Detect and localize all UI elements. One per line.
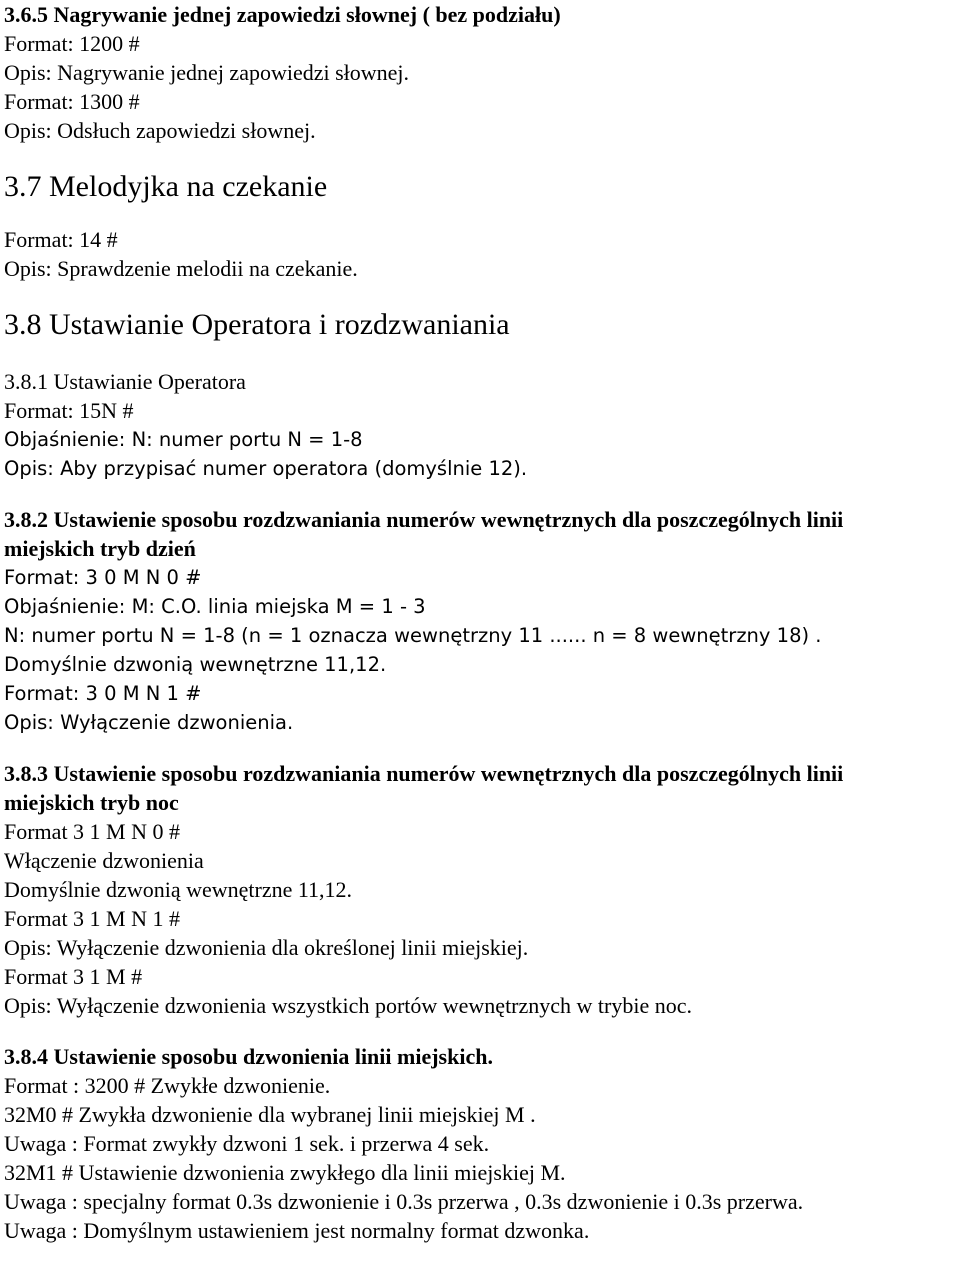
section-3-8-3 <box>4 759 956 1020</box>
text-line: Domyślnie dzwonią wewnętrzne 11,12. <box>4 653 387 676</box>
section-3-8-1 <box>4 367 956 483</box>
text-line: Format: 15N # <box>4 398 134 423</box>
section-3-8-2 <box>4 505 956 737</box>
section-heading: 3.8.2 Ustawienie sposobu rozdzwaniania numerów wewnętrznych dla poszczególnych linii <box>4 507 844 532</box>
text-line: Uwaga : Domyślnym ustawieniem jest normalny format dzwonka. <box>4 1218 590 1243</box>
text-line: Format: 14 # <box>4 227 118 252</box>
text-line: Format : 3200 # Zwykłe dzwonienie. <box>4 1073 331 1098</box>
section-3-7 <box>4 167 956 283</box>
section-heading: 3.6.5 Nagrywanie jednej zapowiedzi słownej ( bez podziału) <box>4 2 561 27</box>
section-heading-continued: miejskich tryb dzień <box>4 536 196 561</box>
text-line: Format 3 1 M N 1 # <box>4 906 180 931</box>
text-line: Opis: Aby przypisać numer operatora (domyślnie 12). <box>4 457 528 480</box>
text-line: Włączenie dzwonienia <box>4 848 204 873</box>
text-line: Opis: Wyłączenie dzwonienia dla określonej linii miejskiej. <box>4 935 529 960</box>
text-line: Format: 1200 # <box>4 31 140 56</box>
section-heading: 3.7 Melodyjka na czekanie <box>4 170 328 203</box>
text-line: Objaśnienie: N: numer portu N = 1-8 <box>4 428 363 451</box>
text-line: Format: 1300 # <box>4 89 140 114</box>
text-line: Format: 3 0 M N 1 # <box>4 682 202 705</box>
text-line: Uwaga : specjalny format 0.3s dzwonienie i 0.3s przerwa , 0.3s dzwonienie i 0.3s przerwa. <box>4 1189 804 1214</box>
document-page <box>4 0 956 1245</box>
text-line: Opis: Odsłuch zapowiedzi słownej. <box>4 118 316 143</box>
section-heading: 3.8.4 Ustawienie sposobu dzwonienia linii miejskich. <box>4 1044 493 1069</box>
text-line: Objaśnienie: M: C.O. linia miejska M = 1 - 3 <box>4 595 426 618</box>
section-heading-continued: miejskich tryb noc <box>4 790 179 815</box>
text-line: 32M1 # Ustawienie dzwonienia zwykłego dla linii miejskiej M. <box>4 1160 566 1185</box>
section-3-8 <box>4 305 956 345</box>
section-heading: 3.8.3 Ustawienie sposobu rozdzwaniania numerów wewnętrznych dla poszczególnych linii <box>4 761 844 786</box>
text-line: Opis: Wyłączenie dzwonienia wszystkich portów wewnętrznych w trybie noc. <box>4 993 693 1018</box>
text-line: Opis: Wyłączenie dzwonienia. <box>4 711 294 734</box>
text-line: Domyślnie dzwonią wewnętrzne 11,12. <box>4 877 353 902</box>
text-line: Format: 3 0 M N 0 # <box>4 566 202 589</box>
section-heading: 3.8.1 Ustawianie Operatora <box>4 369 246 394</box>
section-3-8-4 <box>4 1042 956 1245</box>
section-heading: 3.8 Ustawianie Operatora i rozdzwaniania <box>4 308 510 341</box>
text-line: Format 3 1 M # <box>4 964 143 989</box>
text-line: 32M0 # Zwykła dzwonienie dla wybranej linii miejskiej M . <box>4 1102 536 1127</box>
text-line: Opis: Sprawdzenie melodii na czekanie. <box>4 256 358 281</box>
text-line: Format 3 1 M N 0 # <box>4 819 180 844</box>
text-line: Opis: Nagrywanie jednej zapowiedzi słownej. <box>4 60 410 85</box>
text-line: N: numer portu N = 1-8 (n = 1 oznacza wewnętrzny 11 ...... n = 8 wewnętrzny 18) . <box>4 624 822 647</box>
text-line: Uwaga : Format zwykły dzwoni 1 sek. i przerwa 4 sek. <box>4 1131 490 1156</box>
section-3-6-5 <box>4 0 956 145</box>
